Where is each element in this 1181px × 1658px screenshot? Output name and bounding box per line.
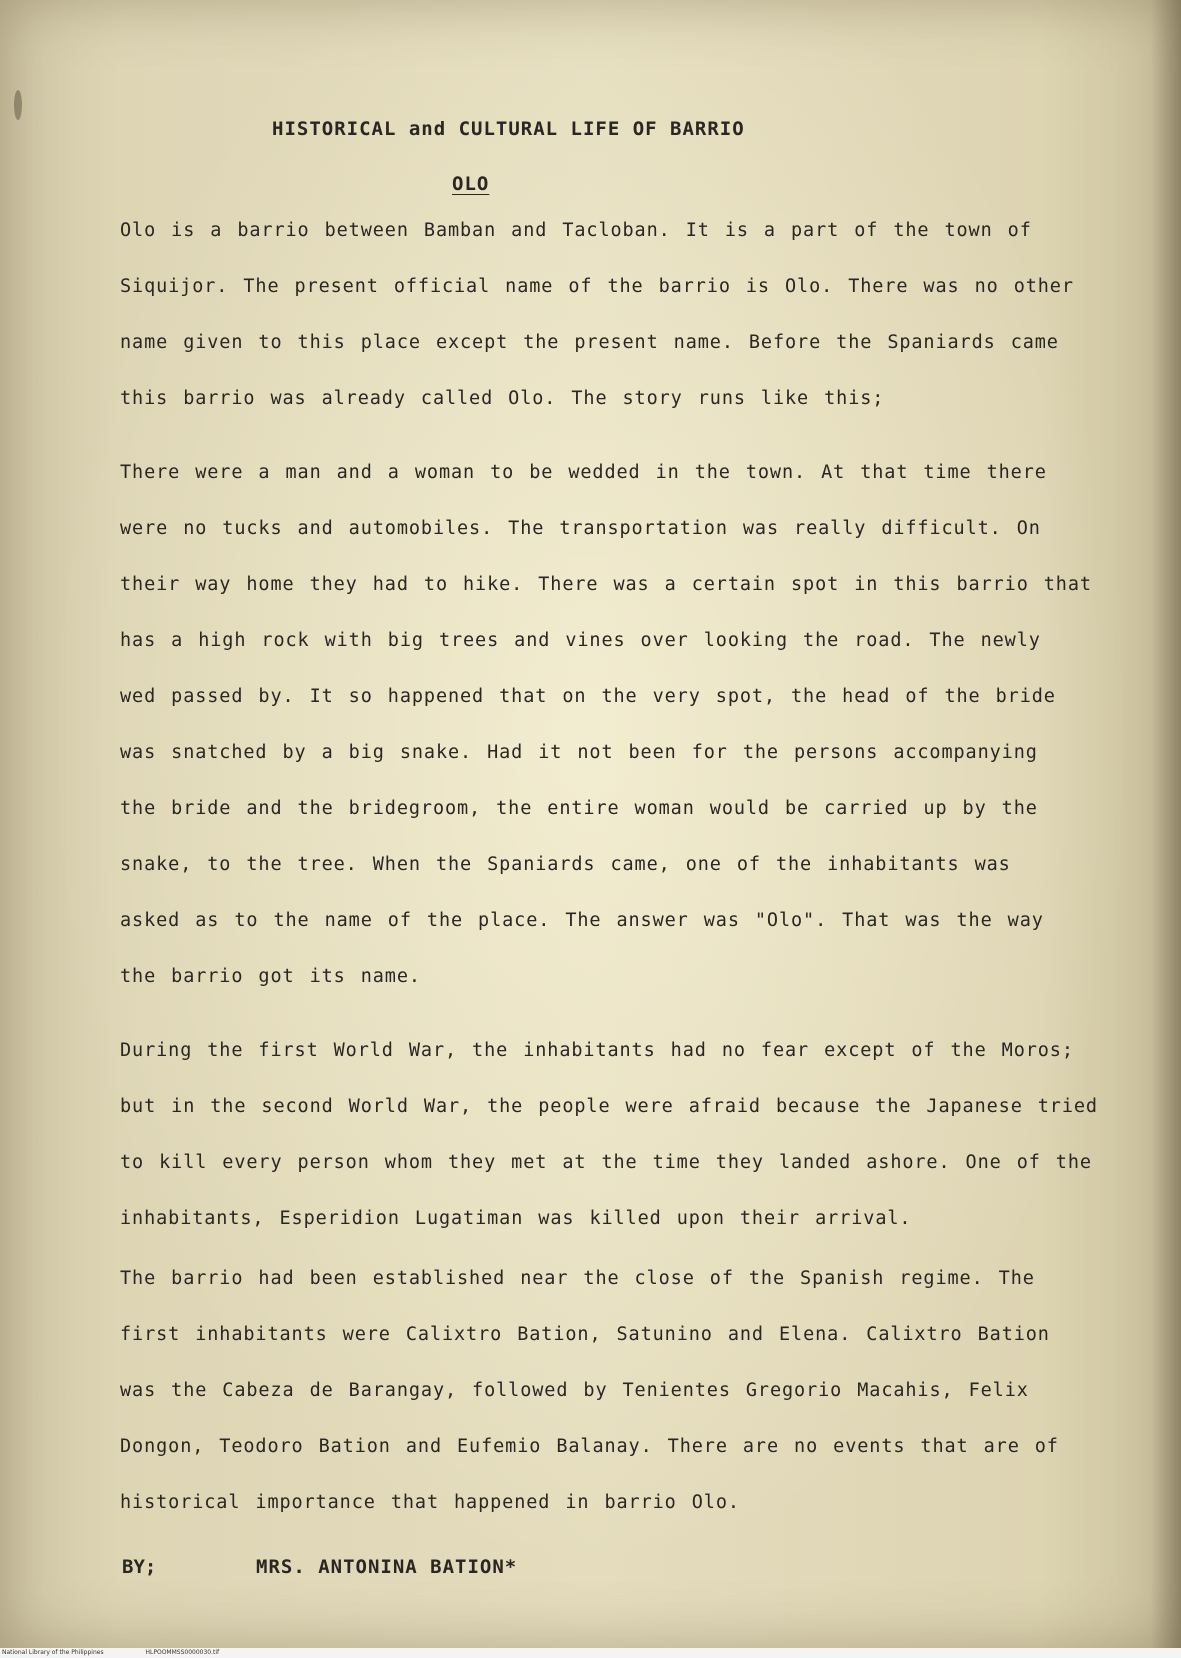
text-line: were no tucks and automobiles. The transportation was really difficult. On — [120, 518, 1041, 539]
text-line: inhabitants, Esperidion Lugatiman was killed upon their arrival. — [120, 1208, 912, 1229]
text-line: Olo is a barrio between Bamban and Tacloban. It is a part of the town of — [120, 220, 1032, 241]
text-line: wed passed by. It so happened that on the very spot, the head of the bride — [120, 686, 1056, 707]
text-line: The barrio had been established near the close of the Spanish regime. The — [120, 1268, 1035, 1289]
text-line: the barrio got its name. — [120, 966, 421, 987]
text-line: was the Cabeza de Barangay, followed by Tenientes Gregorio Macahis, Felix — [120, 1380, 1029, 1401]
paper-blemish — [14, 90, 22, 120]
author-name: MRS. ANTONINA BATION* — [256, 1556, 518, 1578]
text-line: was snatched by a big snake. Had it not been for the persons accompanying — [120, 742, 1038, 763]
text-line: historical importance that happened in barrio Olo. — [120, 1492, 740, 1513]
document-title: HISTORICAL and CULTURAL LIFE OF BARRIO — [272, 118, 745, 140]
footer-library: National Library of the Philippines — [2, 1649, 104, 1656]
text-line: During the first World War, the inhabitants had no fear except of the Moros; — [120, 1040, 1074, 1061]
text-line: Siquijor. The present official name of the barrio is Olo. There was no other — [120, 276, 1074, 297]
text-line: their way home they had to hike. There was a certain spot in this barrio that — [120, 574, 1092, 595]
scan-footer — [0, 1648, 1181, 1658]
text-line: Dongon, Teodoro Bation and Eufemio Balanay. There are no events that are of — [120, 1436, 1059, 1457]
footer-file-code: HLPOOMMSS0000030.tif — [145, 1649, 220, 1656]
byline-label: BY; — [122, 1556, 157, 1578]
text-line: asked as to the name of the place. The answer was "Olo". That was the way — [120, 910, 1044, 931]
text-line: to kill every person whom they met at the time they landed ashore. One of the — [120, 1152, 1092, 1173]
text-line: has a high rock with big trees and vines over looking the road. The newly — [120, 630, 1041, 651]
document-subtitle: OLO — [452, 173, 490, 195]
text-line: the bride and the bridegroom, the entire woman would be carried up by the — [120, 798, 1038, 819]
text-line: snake, to the tree. When the Spaniards came, one of the inhabitants was — [120, 854, 1011, 875]
text-line: this barrio was already called Olo. The story runs like this; — [120, 388, 885, 409]
text-line: but in the second World War, the people were afraid because the Japanese tried — [120, 1096, 1098, 1117]
page-edge-shadow — [1151, 0, 1181, 1648]
text-line: first inhabitants were Calixtro Bation, Satunino and Elena. Calixtro Bation — [120, 1324, 1050, 1345]
text-line: name given to this place except the present name. Before the Spaniards came — [120, 332, 1059, 353]
text-line: There were a man and a woman to be wedded in the town. At that time there — [120, 462, 1047, 483]
